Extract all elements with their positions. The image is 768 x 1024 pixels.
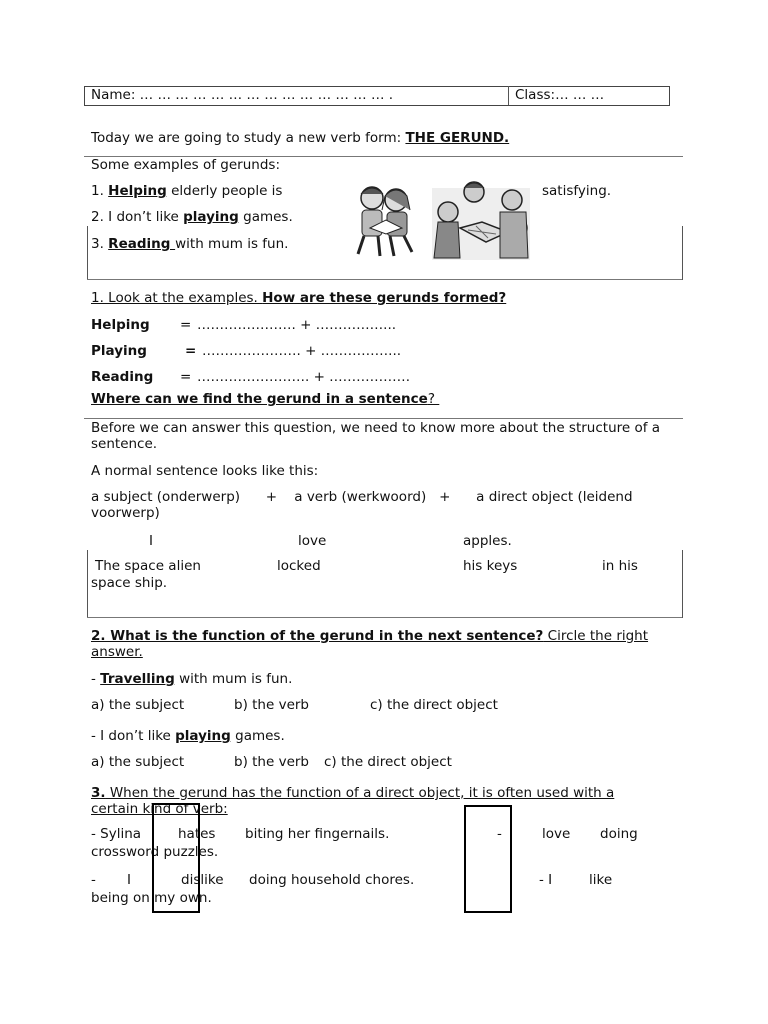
example-verb-1: love bbox=[298, 533, 327, 549]
examples-box-left bbox=[87, 226, 88, 280]
where-question bbox=[91, 391, 439, 407]
example-subject-2: The space alien bbox=[95, 558, 201, 574]
q1-word-reading: Reading bbox=[91, 369, 154, 385]
example-3 bbox=[91, 236, 288, 252]
q2-s2-option-b[interactable]: b) the verb bbox=[234, 754, 309, 770]
q1-eq-helping: = bbox=[180, 317, 192, 333]
examples-box-right bbox=[682, 226, 683, 280]
example-object-1: apples. bbox=[463, 533, 512, 549]
q2-s2-prefix: - I don’t like bbox=[91, 728, 176, 744]
example-3-num: 3. bbox=[91, 236, 109, 252]
example-1 bbox=[91, 183, 282, 199]
intro-text: Today we are going to study a new verb form: bbox=[91, 130, 406, 146]
verb-box-left bbox=[152, 803, 200, 913]
q1-label: 1. Look at the examples. bbox=[91, 290, 263, 306]
q2-s1-rest: with mum is fun. bbox=[174, 671, 293, 687]
q2-s1-prefix: - bbox=[91, 671, 101, 687]
q1-word-helping: Helping bbox=[91, 317, 150, 333]
name-field[interactable]: Name: … … … … … … … … … … … … … … . bbox=[91, 87, 394, 103]
gerund-travelling: Travelling bbox=[100, 671, 175, 687]
q3-s1-c: biting her fingernails. bbox=[245, 826, 390, 842]
intro-line bbox=[91, 130, 509, 146]
divider-2 bbox=[84, 418, 683, 419]
example-2-prefix: 2. I don’t like bbox=[91, 209, 184, 225]
example-3-rest: with mum is fun. bbox=[175, 236, 289, 252]
example-subject-1: I bbox=[149, 533, 153, 549]
q1-formula-reading[interactable]: ……………………. + ……………… bbox=[197, 369, 411, 385]
structure-box-bottom bbox=[87, 617, 682, 618]
structure-formula: a subject (onderwerp) + a verb (werkwoord) + a direct object (leidend voorwerp) bbox=[91, 489, 637, 521]
q3-s2-b: I bbox=[127, 872, 131, 888]
gerund-reading: Reading bbox=[108, 236, 176, 252]
q1-line bbox=[91, 290, 506, 306]
q3-s1-b: hates bbox=[178, 826, 216, 842]
topic-title: THE GERUND. bbox=[405, 130, 510, 146]
q1-formula-playing[interactable]: …………………. + ……………... bbox=[202, 343, 402, 359]
header-divider bbox=[508, 86, 509, 105]
kids-reading-illustration bbox=[350, 180, 422, 260]
structure-box-left bbox=[87, 550, 88, 618]
example-1-num: 1. bbox=[91, 183, 109, 199]
structure-normal: A normal sentence looks like this: bbox=[91, 463, 319, 479]
q2-instr: Circle the right answer. bbox=[91, 628, 649, 660]
q2-sentence-2 bbox=[91, 728, 285, 744]
structure-intro: Before we can answer this question, we need to know more about the structure of a sentence. bbox=[91, 420, 661, 452]
q2-s2-rest: games. bbox=[230, 728, 285, 744]
q3-s2-g: being on my own. bbox=[91, 890, 212, 906]
examples-heading: Some examples of gerunds: bbox=[91, 157, 280, 173]
structure-box-right bbox=[682, 550, 683, 618]
q2-sentence-1 bbox=[91, 671, 292, 687]
q1-question: How are these gerunds formed? bbox=[262, 290, 507, 306]
example-extra2-2: space ship. bbox=[91, 575, 168, 591]
where-text: Where can we find the gerund in a sentence bbox=[91, 391, 428, 407]
q3-num: 3. bbox=[91, 785, 106, 801]
example-verb-2: locked bbox=[277, 558, 321, 574]
q3-s2-f: like bbox=[589, 872, 613, 888]
gerund-playing: playing bbox=[183, 209, 239, 225]
q3-s1-a: - Sylina bbox=[91, 826, 142, 842]
q2-s2-option-c[interactable]: c) the direct object bbox=[324, 754, 452, 770]
q2-s1-option-b[interactable]: b) the verb bbox=[234, 697, 309, 713]
q3-s2-e: - I bbox=[539, 872, 553, 888]
q2-label: 2. What is the function of the gerund in the next sentence? bbox=[91, 628, 544, 644]
example-2-rest: games. bbox=[238, 209, 293, 225]
verb-box-right bbox=[464, 805, 512, 913]
example-1-end: satisfying. bbox=[542, 183, 612, 199]
example-extra-2: in his bbox=[602, 558, 638, 574]
where-end: ? bbox=[427, 391, 435, 407]
q3-s1-d: - bbox=[497, 826, 502, 842]
q3-text: When the gerund has the function of a direct object, it is often used with a certain kind of verb: bbox=[91, 785, 615, 817]
class-field[interactable]: Class:… … … bbox=[515, 87, 605, 103]
example-object-2: his keys bbox=[463, 558, 518, 574]
q2-s1-option-c[interactable]: c) the direct object bbox=[370, 697, 498, 713]
example-2 bbox=[91, 209, 293, 225]
board-game-illustration bbox=[430, 178, 532, 262]
q1-eq-playing: = bbox=[185, 343, 197, 359]
q3-s2-c: dislike bbox=[181, 872, 224, 888]
q3-s2-d: doing household chores. bbox=[249, 872, 415, 888]
q3-s1-f: doing bbox=[600, 826, 638, 842]
q1-eq-reading: = bbox=[180, 369, 192, 385]
example-1-rest: elderly people is bbox=[166, 183, 283, 199]
gerund-playing-2: playing bbox=[175, 728, 231, 744]
q3-s1-g: crossword puzzles. bbox=[91, 844, 219, 860]
q3-s1-e: love bbox=[542, 826, 571, 842]
q3-s2-a: - bbox=[91, 872, 96, 888]
gerund-helping: Helping bbox=[108, 183, 167, 199]
q2-s1-option-a[interactable]: a) the subject bbox=[91, 697, 185, 713]
q2-question bbox=[91, 628, 651, 660]
examples-box-bottom bbox=[87, 279, 682, 280]
q1-word-playing: Playing bbox=[91, 343, 147, 359]
q2-s2-option-a[interactable]: a) the subject bbox=[91, 754, 185, 770]
q1-formula-helping[interactable]: …………………. + ……………... bbox=[197, 317, 397, 333]
